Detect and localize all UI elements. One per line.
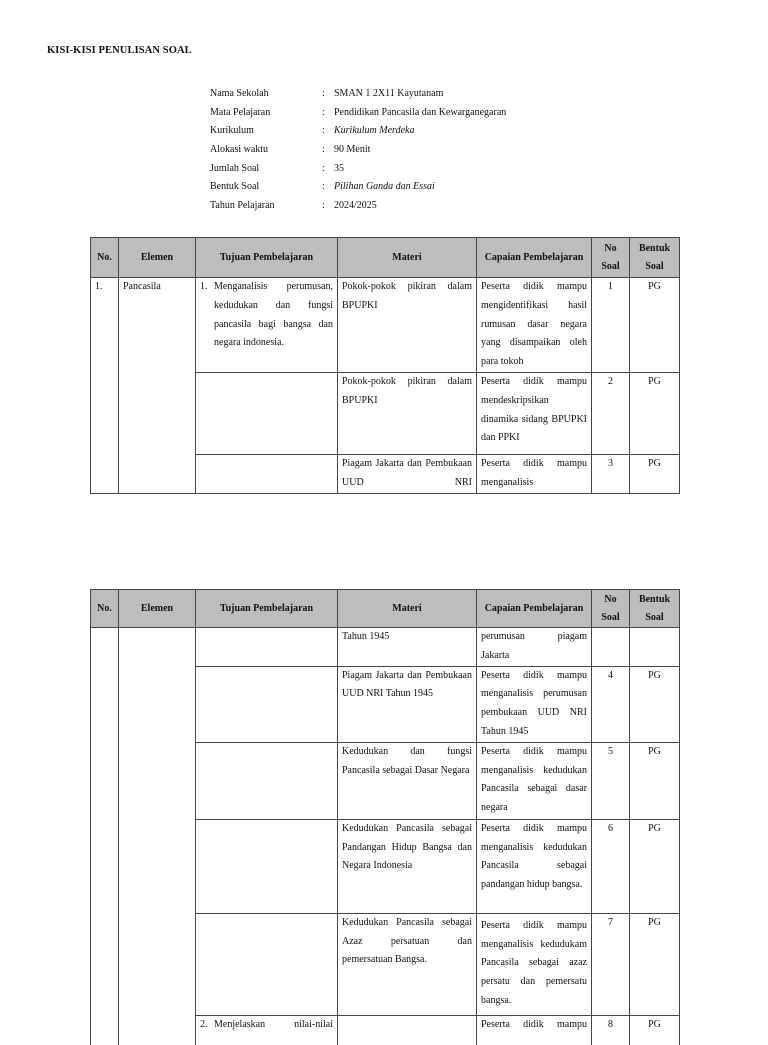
cell-bentuk-soal	[630, 628, 680, 667]
header-no: No.	[91, 238, 119, 278]
info-label: Bentuk Soal	[210, 181, 322, 192]
cell-capaian: perumusan piagam Jakarta	[477, 628, 592, 667]
header-no-soal: No Soal	[592, 238, 630, 278]
goal-number: 2.	[200, 1016, 214, 1035]
cell-materi: Kedudukan Pancasila sebagai Pandangan Hidup Bangsa dan Negara Indonesia	[338, 819, 477, 913]
info-row	[210, 140, 506, 159]
info-value: Pendidikan Pancasila dan Kewarganegaran	[334, 107, 506, 118]
cell-bentuk-soal: PG	[630, 372, 680, 454]
info-label: Nama Sekolah	[210, 88, 322, 99]
cell-tujuan	[196, 819, 338, 913]
cell-capaian: Peserta didik mampu menganalisis	[477, 454, 592, 493]
header-tujuan: Tujuan Pembelajaran	[196, 590, 338, 628]
cell-no	[91, 628, 119, 1045]
goal-text: Menjelaskan nilai-nilai	[214, 1016, 333, 1035]
cell-elemen	[119, 628, 196, 1045]
cell-no-soal: 1	[592, 278, 630, 373]
cell-tujuan	[196, 628, 338, 667]
cell-bentuk-soal: PG	[630, 278, 680, 373]
cell-capaian: Peserta didik mampu mengidentifikasi hasil rumusan dasar negara yang disampaikan oleh para tokoh	[477, 278, 592, 373]
info-colon: :	[322, 200, 334, 211]
cell-no-soal: 8	[592, 1015, 630, 1045]
info-label: Alokasi waktu	[210, 144, 322, 155]
cell-bentuk-soal: PG	[630, 454, 680, 493]
table-header-row	[91, 590, 680, 628]
header-materi: Materi	[338, 238, 477, 278]
info-colon: :	[322, 163, 334, 174]
info-label: Kurikulum	[210, 125, 322, 136]
header-bentuk-soal: Bentuk Soal	[630, 238, 680, 278]
info-row	[210, 121, 506, 140]
cell-bentuk-soal: PG	[630, 913, 680, 1015]
cell-materi: Piagam Jakarta dan Pembukaan UUD NRI Tahun 1945	[338, 666, 477, 742]
goal-number: 1.	[200, 278, 214, 353]
info-colon: :	[322, 144, 334, 155]
cell-capaian: Peserta didik mampu menganalisis kedudukan Pancasila sebagai dasar negara	[477, 742, 592, 819]
cell-capaian: Peserta didik mampu	[477, 1015, 592, 1045]
info-value: 35	[334, 163, 344, 174]
cell-bentuk-soal: PG	[630, 666, 680, 742]
cell-no-soal: 7	[592, 913, 630, 1015]
info-row	[210, 84, 506, 103]
info-colon: :	[322, 181, 334, 192]
cell-capaian: Peserta didik mampu menganalisis perumusan pembukaan UUD NRI Tahun 1945	[477, 666, 592, 742]
page-title: KISI-KISI PENULISAN SOAL	[47, 45, 192, 56]
question-grid-table	[90, 237, 680, 494]
cell-no-soal	[592, 628, 630, 667]
cell-tujuan	[196, 454, 338, 493]
cell-tujuan	[196, 913, 338, 1015]
cell-tujuan	[196, 742, 338, 819]
cell-materi: Kedudukan Pancasila sebagai Azaz persatuan dan pemersatuan Bangsa.	[338, 913, 477, 1015]
cell-no-soal: 4	[592, 666, 630, 742]
info-value: 2024/2025	[334, 200, 377, 211]
header-capaian: Capaian Pembelajaran	[477, 238, 592, 278]
cell-materi: Pokok-pokok pikiran dalam BPUPKI	[338, 372, 477, 454]
info-row	[210, 103, 506, 122]
header-elemen: Elemen	[119, 238, 196, 278]
info-label: Tahun Pelajaran	[210, 200, 322, 211]
cell-materi: Piagam Jakarta dan Pembukaan UUD NRI	[338, 454, 477, 493]
cell-bentuk-soal: PG	[630, 742, 680, 819]
cell-materi	[338, 1015, 477, 1045]
table-row	[91, 278, 680, 373]
header-no: No.	[91, 590, 119, 628]
info-colon: :	[322, 125, 334, 136]
info-value: Kurikulum Merdeka	[334, 125, 414, 136]
cell-materi: Kedudukan dan fungsi Pancasila sebagai Dasar Negara	[338, 742, 477, 819]
cell-elemen: Pancasila	[119, 278, 196, 494]
info-colon: :	[322, 107, 334, 118]
header-bentuk-soal: Bentuk Soal	[630, 590, 680, 628]
cell-tujuan	[196, 666, 338, 742]
cell-capaian: Peserta didik mampu menganalisis kedudukan Pancasila sebagai pandangan hidup bangsa.	[477, 819, 592, 913]
cell-tujuan	[196, 1015, 338, 1045]
header-elemen: Elemen	[119, 590, 196, 628]
cell-capaian: Peserta didik mampu mendeskripsikan dinamika sidang BPUPKI dan PPKI	[477, 372, 592, 454]
header-no-soal: No Soal	[592, 590, 630, 628]
info-row	[210, 196, 506, 215]
cell-capaian: Peserta didik mampu menganalisis kedudukam Pancasila sebagai azaz persatu dan pemersatu bangsa.	[477, 913, 592, 1015]
cell-no-soal: 6	[592, 819, 630, 913]
header-capaian: Capaian Pembelajaran	[477, 590, 592, 628]
info-label: Jumlah Soal	[210, 163, 322, 174]
question-grid-table-continued	[90, 589, 680, 1045]
info-row	[210, 159, 506, 178]
table-header-row	[91, 238, 680, 278]
cell-tujuan	[196, 278, 338, 373]
cell-bentuk-soal: PG	[630, 819, 680, 913]
cell-materi: Tahun 1945	[338, 628, 477, 667]
info-value: Pilihan Ganda dan Essai	[334, 181, 435, 192]
cell-no-soal: 2	[592, 372, 630, 454]
cell-no-soal: 3	[592, 454, 630, 493]
info-value: SMAN 1 2X11 Kayutanam	[334, 88, 443, 99]
cell-materi: Pokok-pokok pikiran dalam BPUPKI	[338, 278, 477, 373]
goal-text: Menganalisis perumusan, kedudukan dan fungsi pancasila bagi bangsa dan negara indonesia.	[214, 278, 333, 353]
header-materi: Materi	[338, 590, 477, 628]
cell-no-soal: 5	[592, 742, 630, 819]
table-row	[91, 628, 680, 667]
info-value: 90 Menit	[334, 144, 370, 155]
document-info	[210, 84, 506, 215]
cell-bentuk-soal: PG	[630, 1015, 680, 1045]
cell-tujuan	[196, 372, 338, 454]
info-colon: :	[322, 88, 334, 99]
info-label: Mata Pelajaran	[210, 107, 322, 118]
header-tujuan: Tujuan Pembelajaran	[196, 238, 338, 278]
info-row	[210, 177, 506, 196]
cell-no: 1.	[91, 278, 119, 494]
